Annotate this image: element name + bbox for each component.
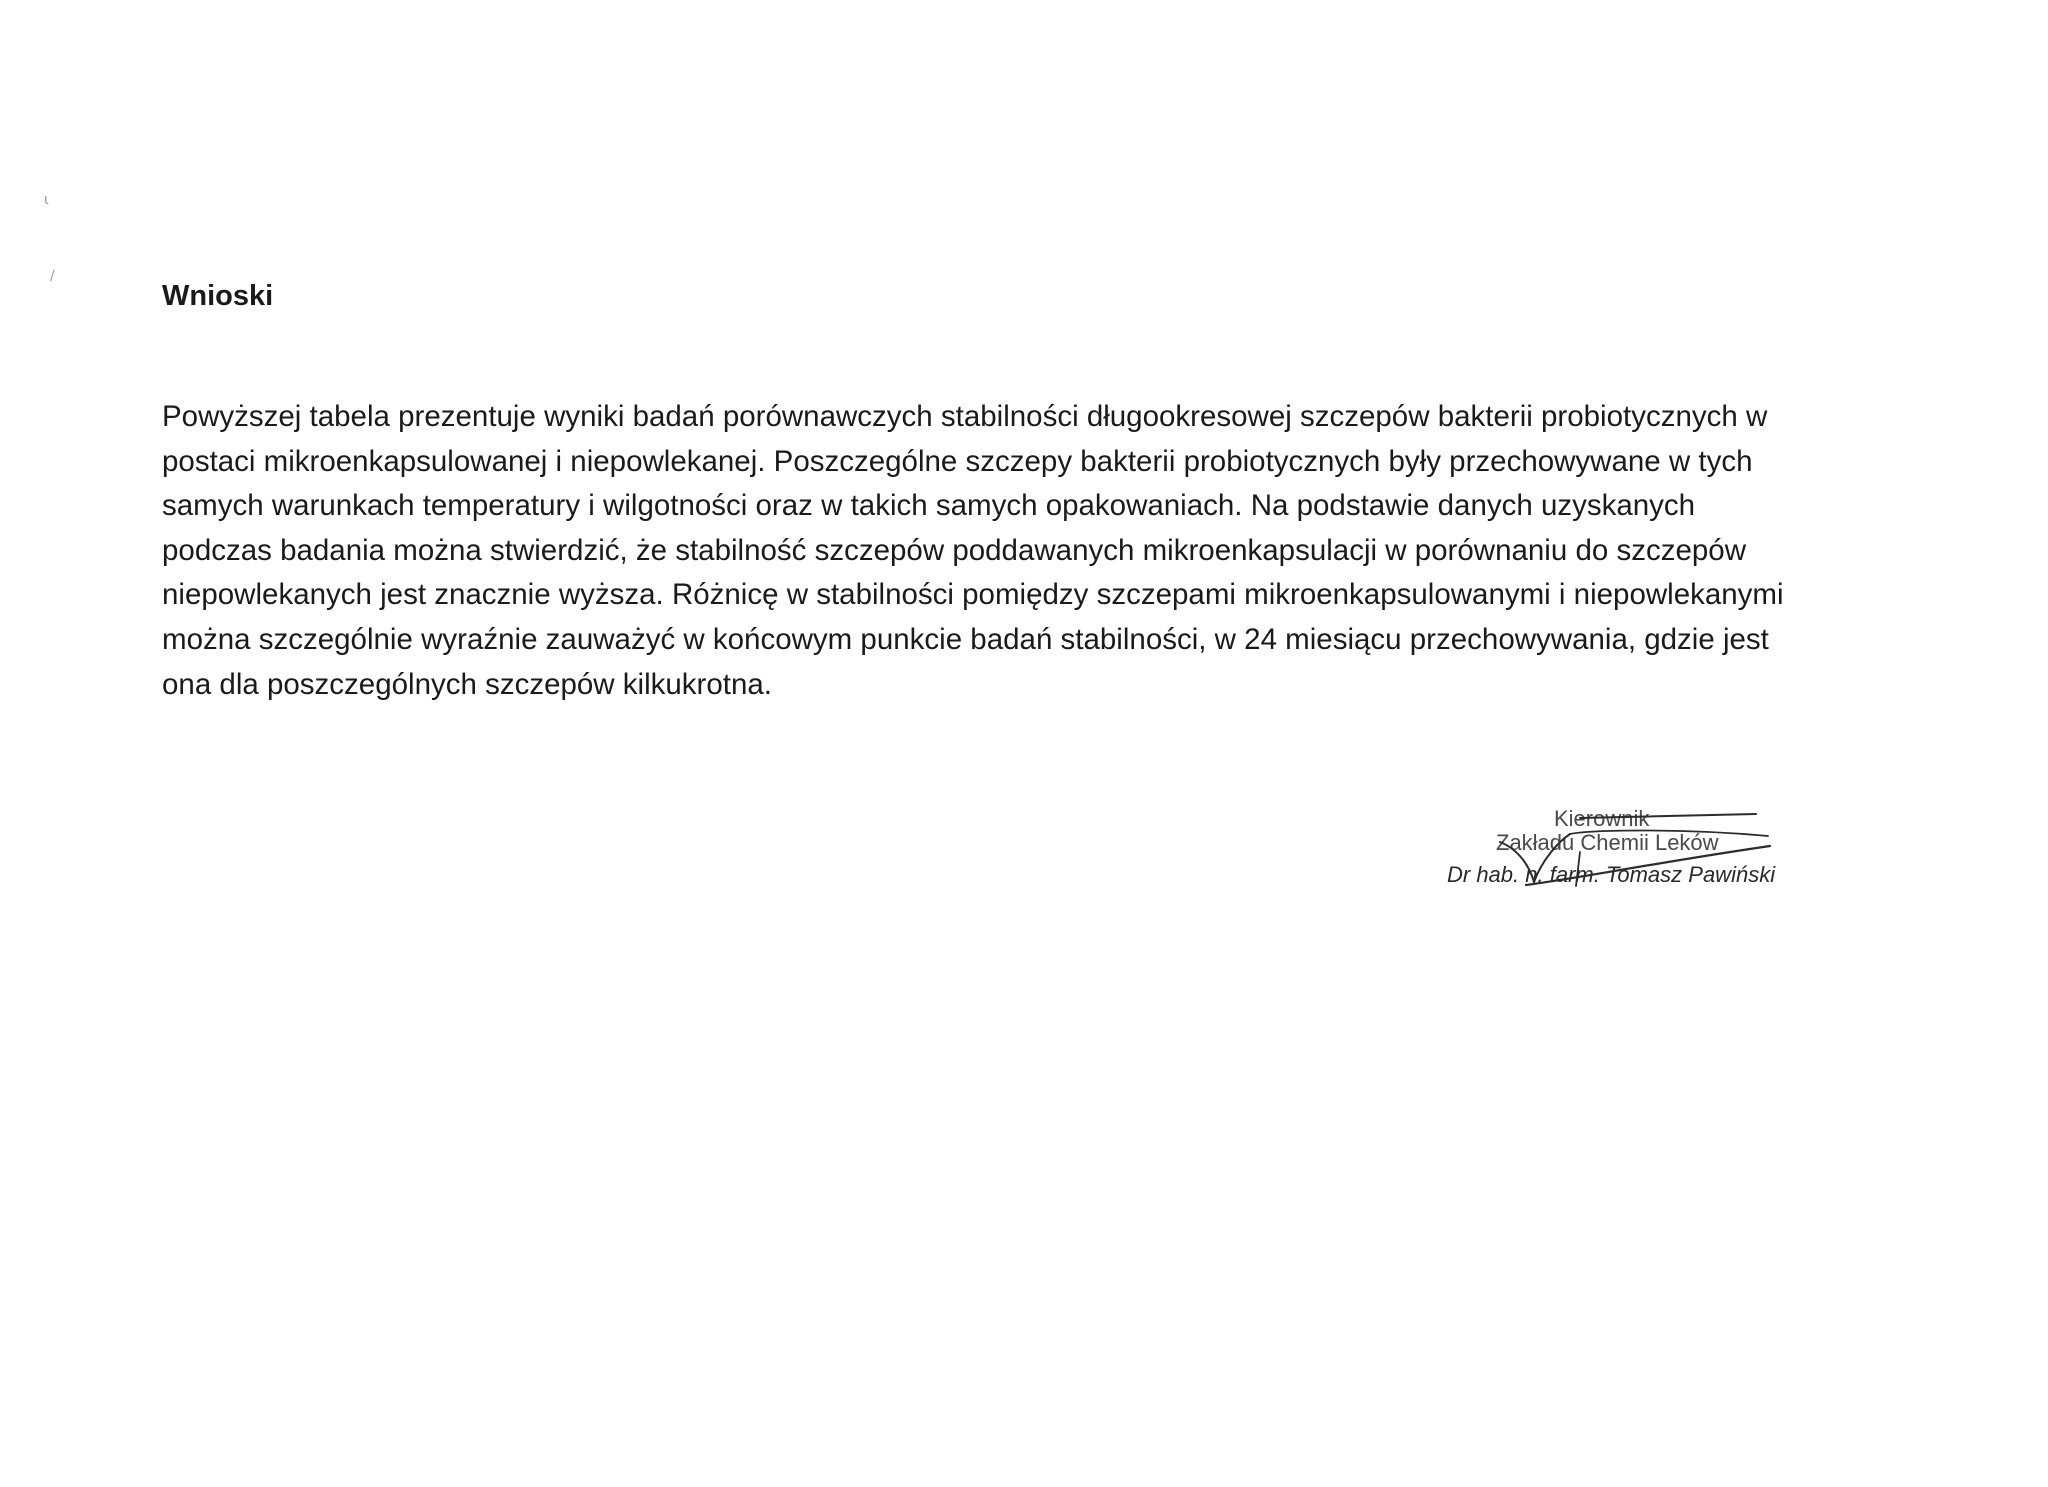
conclusions-paragraph [162, 395, 1882, 707]
scan-mark: / [50, 268, 55, 284]
paragraph-line: postaci mikroenkapsulowanej i niepowlekanej. Poszczególne szczepy bakterii probiotycznych były przechowywane w tych [162, 444, 1753, 478]
scan-mark: ι [44, 192, 49, 208]
paragraph-line: Powyższej tabela prezentuje wyniki badań porównawczych stabilności długookresowej szczepów bakterii probiotycznych w [162, 400, 1768, 433]
stamp-name: Dr hab. n. farm. Tomasz Pawiński [1447, 862, 1776, 887]
paragraph-line: można szczególnie wyraźnie zauważyć w końcowym punkcie badań stabilności, w 24 miesiącu przechowywania, gdzie jest [162, 622, 1769, 656]
section-heading: Wnioski [162, 280, 274, 312]
paragraph-line: podczas badania można stwierdzić, że stabilność szczepów poddawanych mikroenkapsulacji w porównaniu do szczepów [162, 533, 1746, 567]
paragraph-line: samych warunkach temperatury i wilgotności oraz w takich samych opakowaniach. Na podstawie danych uzyskanych [162, 489, 1696, 523]
stamp-department: Zakładu Chemii Leków [1496, 830, 1719, 855]
stamp-title: Kierownik [1554, 806, 1650, 831]
handwritten-signature [1430, 790, 1790, 920]
paragraph-line: niepowlekanych jest znacznie wyższa. Różnicę w stabilności pomiędzy szczepami mikroenkapsulowanymi i niepowlekanymi [162, 578, 1784, 612]
signature-stamp [1430, 790, 1790, 920]
paragraph-line: ona dla poszczególnych szczepów kilkukrotna. [162, 667, 772, 701]
